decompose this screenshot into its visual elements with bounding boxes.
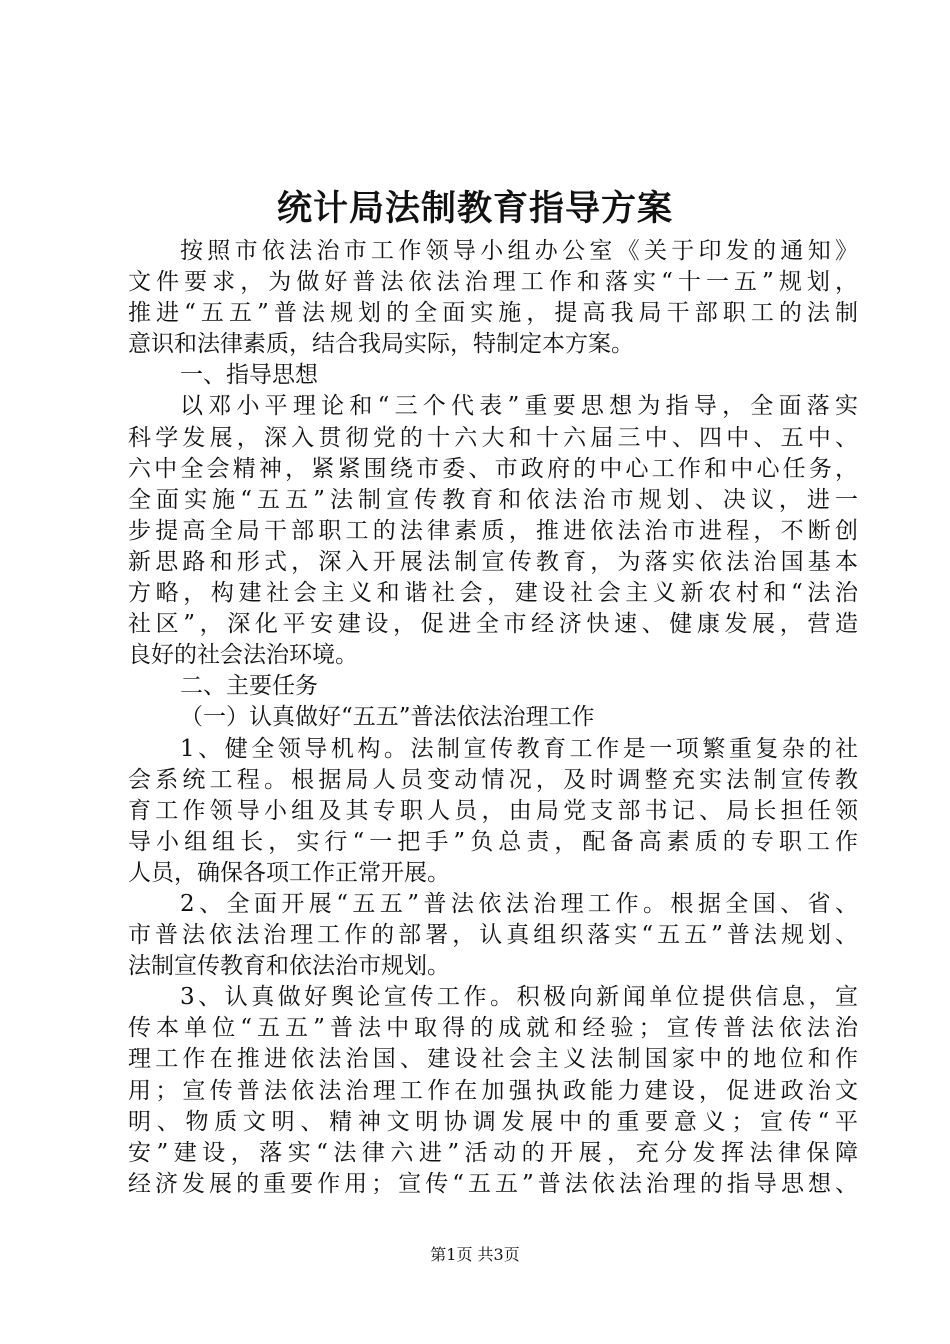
text-line: 六中全会精神，紧紧围绕市委、市政府的中心工作和中心任务， [128, 455, 858, 482]
text-line: 理工作在推进依法治国、建设社会主义法制国家中的地位和作 [128, 1046, 858, 1073]
text-line: 社区”，深化平安建设，促进全市经济快速、健康发展，营造 [128, 611, 858, 638]
page-footer: 第1页 共3页 [430, 1245, 520, 1264]
text-line: 用；宣传普法依法治理工作在加强执政能力建设，促进政治文 [128, 1077, 858, 1104]
text-line: 以邓小平理论和“三个代表”重要思想为指导，全面落实 [180, 393, 858, 420]
text-line: 导小组组长，实行“一把手”负总责，配备高素质的专职工作 [128, 828, 858, 855]
text-line: 二、主要任务 [180, 673, 318, 700]
text-line: 育工作领导小组及其专职人员，由局党支部书记、局长担任领 [128, 797, 858, 824]
text-line: 全面实施“五五”法制宣传教育和依法治市规划、决议，进一 [128, 486, 858, 513]
text-line: 会系统工程。根据局人员变动情况，及时调整充实法制宣传教 [128, 766, 858, 793]
text-line: 步提高全局干部职工的法律素质，推进依法治市进程，不断创 [128, 517, 858, 544]
text-line: 科学发展，深入贯彻党的十六大和十六届三中、四中、五中、 [128, 424, 858, 451]
text-line: 3、认真做好舆论宣传工作。积极向新闻单位提供信息，宣 [180, 984, 858, 1011]
text-line: 传本单位“五五”普法中取得的成就和经验；宣传普法依法治 [128, 1015, 858, 1042]
document-body [128, 236, 858, 1200]
text-line: 1、健全领导机构。法制宣传教育工作是一项繁重复杂的社 [180, 735, 858, 762]
text-line: 意识和法律素质，结合我局实际，特制定本方案。 [128, 331, 634, 358]
text-line: 文件要求，为做好普法依法治理工作和落实“十一五”规划， [128, 269, 858, 296]
text-line: 经济发展的重要作用；宣传“五五”普法依法治理的指导思想、 [128, 1170, 858, 1197]
document-title: 统计局法制教育指导方案 [276, 188, 673, 229]
text-line: 按照市依法治市工作领导小组办公室《关于印发的通知》 [180, 238, 858, 264]
text-line: 2、全面开展“五五”普法依法治理工作。根据全国、省、 [180, 890, 858, 917]
text-line: 市普法依法治理工作的部署，认真组织落实“五五”普法规划、 [128, 922, 858, 949]
text-line: 良好的社会法治环境。 [128, 642, 358, 669]
text-line: 新思路和形式，深入开展法制宣传教育，为落实依法治国基本 [128, 548, 858, 575]
text-line: 一、指导思想 [180, 362, 318, 389]
text-line: 明、物质文明、精神文明协调发展中的重要意义；宣传“平 [128, 1108, 858, 1135]
text-line: 人员，确保各项工作正常开展。 [128, 859, 450, 886]
text-line: 推进“五五”普法规划的全面实施，提高我局干部职工的法制 [128, 300, 858, 327]
text-line: 方略，构建社会主义和谐社会，建设社会主义新农村和“法治 [128, 580, 858, 607]
text-line: 法制宣传教育和依法治市规划。 [128, 953, 450, 980]
text-line: 安”建设，落实“法律六进”活动的开展，充分发挥法律保障 [128, 1139, 858, 1166]
text-line: （一）认真做好“五五”普法依法治理工作 [180, 704, 595, 731]
